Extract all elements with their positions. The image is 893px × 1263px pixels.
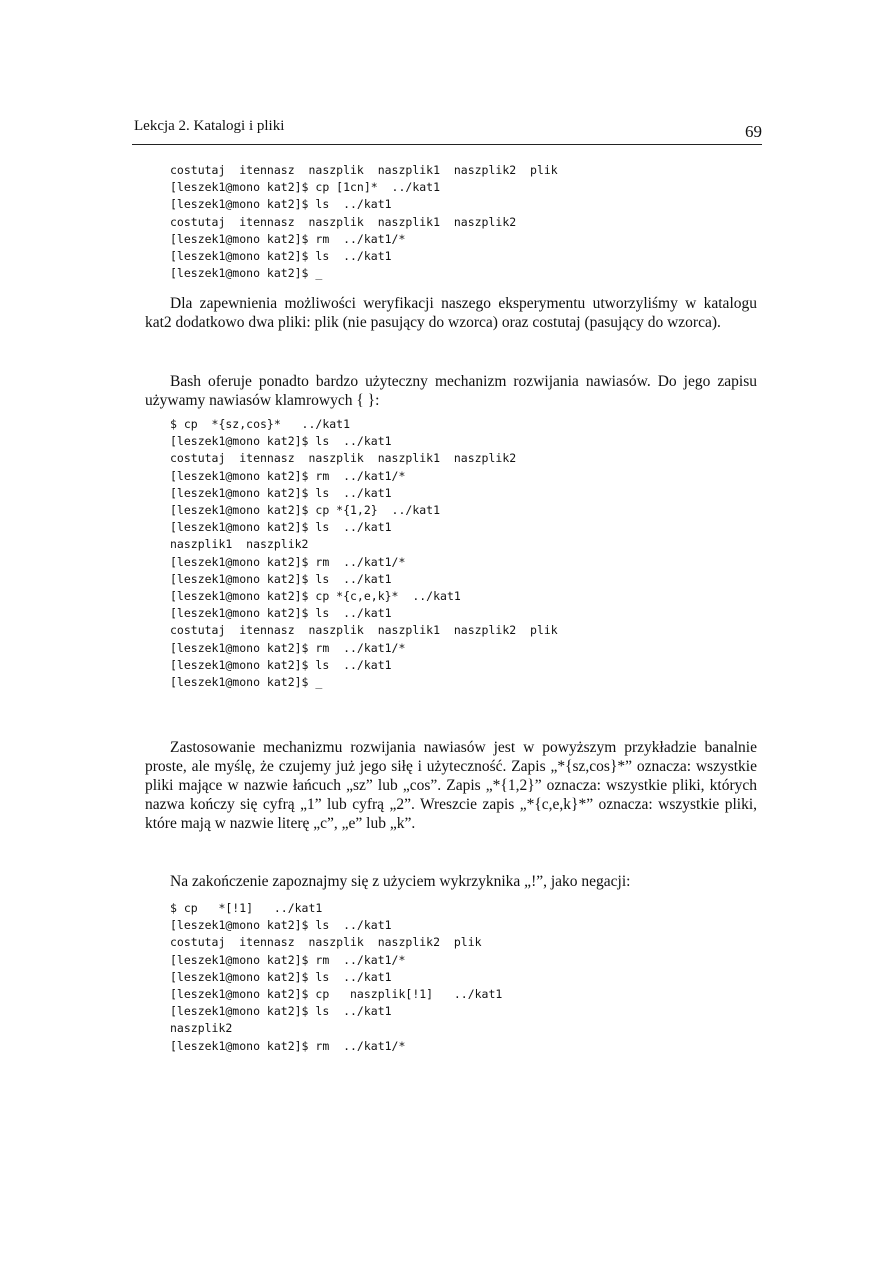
chapter-title: Lekcja 2. Katalogi i pliki: [134, 118, 285, 134]
code-line: naszplik1 naszplik2: [170, 537, 309, 552]
page-number: 69: [745, 122, 762, 141]
code-line: [leszek1@mono kat2]$ ls ../kat1: [170, 485, 392, 500]
code-line: [leszek1@mono kat2]$ cp *{c,e,k}* ../kat1: [170, 589, 461, 604]
code-line: costutaj itennasz naszplik naszplik1 naszplik2 plik: [170, 623, 558, 638]
code-line: [leszek1@mono kat2]$ ls ../kat1: [170, 606, 392, 621]
code-line: $ cp *[!1] ../kat1: [170, 901, 323, 915]
code-line: costutaj itennasz naszplik naszplik1 naszplik2 plik: [170, 163, 558, 177]
code-line: costutaj itennasz naszplik naszplik1 naszplik2: [170, 451, 517, 466]
running-header: [132, 118, 762, 145]
code-line: [leszek1@mono kat2]$ ls ../kat1: [170, 657, 392, 672]
code-line: [leszek1@mono kat2]$ ls ../kat1: [170, 520, 392, 535]
code-line: [leszek1@mono kat2]$ ls ../kat1: [170, 571, 392, 586]
code-line: [leszek1@mono kat2]$ rm ../kat1/*: [170, 554, 406, 569]
code-line: [leszek1@mono kat2]$ ls ../kat1: [170, 249, 392, 264]
code-line: [leszek1@mono kat2]$ _: [170, 266, 323, 281]
code-line: [leszek1@mono kat2]$ rm ../kat1/*: [170, 952, 406, 967]
code-block-1: [170, 162, 558, 282]
code-line: $ cp *{sz,cos}* ../kat1: [170, 417, 351, 431]
code-line: [leszek1@mono kat2]$ ls ../kat1: [170, 197, 392, 212]
code-block-3: [170, 900, 502, 1055]
code-line: [leszek1@mono kat2]$ cp *{1,2} ../kat1: [170, 503, 441, 518]
code-line: costutaj itennasz naszplik naszplik2 plik: [170, 935, 482, 950]
code-line: costutaj itennasz naszplik naszplik1 naszplik2: [170, 214, 517, 229]
paragraph-4: Na zakończenie zapoznajmy się z użyciem wykrzyknika „!”, jako negacji:: [170, 873, 631, 890]
code-line: [leszek1@mono kat2]$ rm ../kat1/*: [170, 231, 406, 246]
code-line: naszplik2: [170, 1021, 233, 1036]
paragraph-1: Dla zapewnienia możliwości weryfikacji naszego eksperymentu utworzyliśmy w katalogu kat2 dodatkowo dwa pliki: plik (nie pasujący do wzorca) oraz costutaj (pasujący do wzorca).: [145, 295, 757, 331]
code-line: [leszek1@mono kat2]$ cp naszplik[!1] ../kat1: [170, 987, 503, 1002]
paragraph-3: Zastosowanie mechanizmu rozwijania nawiasów jest w powyższym przykładzie banalnie proste, ale myślę, że czujemy już jego siłę i użyteczność. Zapis „*{sz,cos}*” oznacza: wszystkie pliki mające w nazwie łańcuch „sz” lub „cos”. Zapis „*{1,2}” oznacza: wszystkie pliki, których nazwa kończy się cyfrą „1” lub cyfrą „2”. Wreszcie zapis „*{c,e,k}*” oznacza: wszystkie pliki, które mają w nazwie literę „c”, „e” lub „k”.: [145, 739, 757, 832]
code-line: [leszek1@mono kat2]$ rm ../kat1/*: [170, 640, 406, 655]
code-line: [leszek1@mono kat2]$ _: [170, 675, 323, 690]
code-line: [leszek1@mono kat2]$ rm ../kat1/*: [170, 1038, 406, 1053]
code-line: [leszek1@mono kat2]$ ls ../kat1: [170, 434, 392, 449]
code-line: [leszek1@mono kat2]$ rm ../kat1/*: [170, 468, 406, 483]
paragraph-2: Bash oferuje ponadto bardzo użyteczny mechanizm rozwijania nawiasów. Do jego zapisu używamy nawiasów klamrowych { }:: [145, 373, 757, 409]
code-block-2: [170, 416, 558, 691]
code-line: [leszek1@mono kat2]$ ls ../kat1: [170, 1004, 392, 1019]
code-line: [leszek1@mono kat2]$ cp [1cn]* ../kat1: [170, 180, 441, 195]
code-line: [leszek1@mono kat2]$ ls ../kat1: [170, 969, 392, 984]
code-line: [leszek1@mono kat2]$ ls ../kat1: [170, 918, 392, 933]
